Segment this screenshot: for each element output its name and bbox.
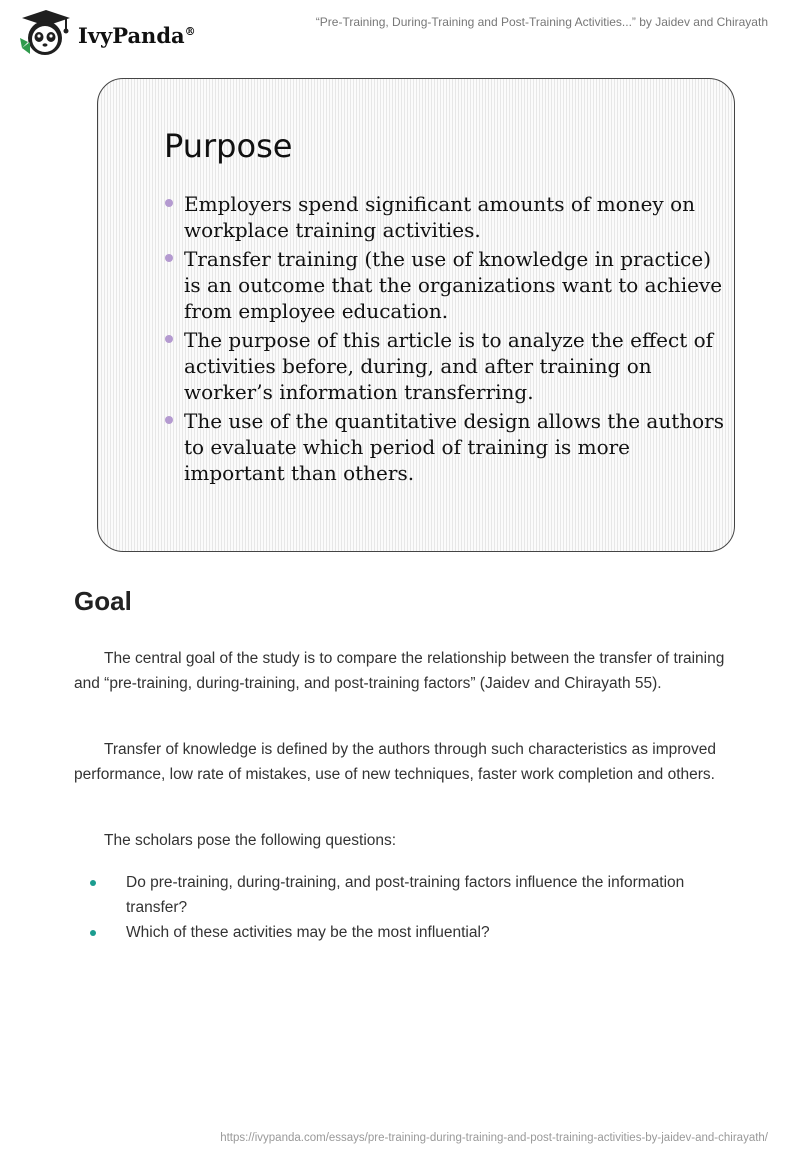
list-item: Which of these activities may be the most influential?	[74, 920, 734, 945]
paragraph: The scholars pose the following questions:	[104, 832, 397, 849]
slide-bullet: Transfer training (the use of knowledge in practice) is an outcome that the organizations want to achieve from employee education.	[164, 246, 724, 324]
bullet-icon	[165, 335, 173, 343]
questions-list	[74, 870, 734, 945]
bullet-icon	[165, 254, 173, 262]
bullet-icon	[165, 199, 173, 207]
slide-image	[97, 78, 735, 552]
bullet-icon	[90, 880, 96, 886]
list-item: Do pre-training, during-training, and post-training factors influence the information transfer?	[74, 870, 734, 920]
document-title: “Pre-Training, During-Training and Post-Training Activities...” by Jaidev and Chirayath	[315, 15, 768, 29]
source-url[interactable]: https://ivypanda.com/essays/pre-training-during-training-and-post-training-activities-by-jaidev-and-chirayath/	[220, 1132, 768, 1144]
paragraph: Transfer of knowledge is defined by the authors through such characteristics as improved performance, low rate of mistakes, use of new techniques, faster work completion and others.	[74, 741, 716, 783]
bullet-icon	[90, 930, 96, 936]
slide-bullet: The use of the quantitative design allows the authors to evaluate which period of training is more important than others.	[164, 408, 724, 486]
slide-bullet-list	[164, 191, 724, 489]
slide-bullet: The purpose of this article is to analyze the effect of activities before, during, and after training on worker’s information transferring.	[164, 327, 724, 405]
bullet-icon	[165, 416, 173, 424]
paragraph: The central goal of the study is to compare the relationship between the transfer of training and “pre-training, during-training, and post-training factors” (Jaidev and Chirayath 55).	[74, 650, 725, 692]
logo[interactable]	[16, 8, 196, 58]
slide-bullet: Employers spend significant amounts of money on workplace training activities.	[164, 191, 724, 243]
brand-name: IvyPanda®	[78, 22, 196, 48]
slide-title: Purpose	[164, 127, 293, 165]
panda-logo-icon	[16, 8, 74, 58]
section-heading: Goal	[74, 586, 132, 616]
